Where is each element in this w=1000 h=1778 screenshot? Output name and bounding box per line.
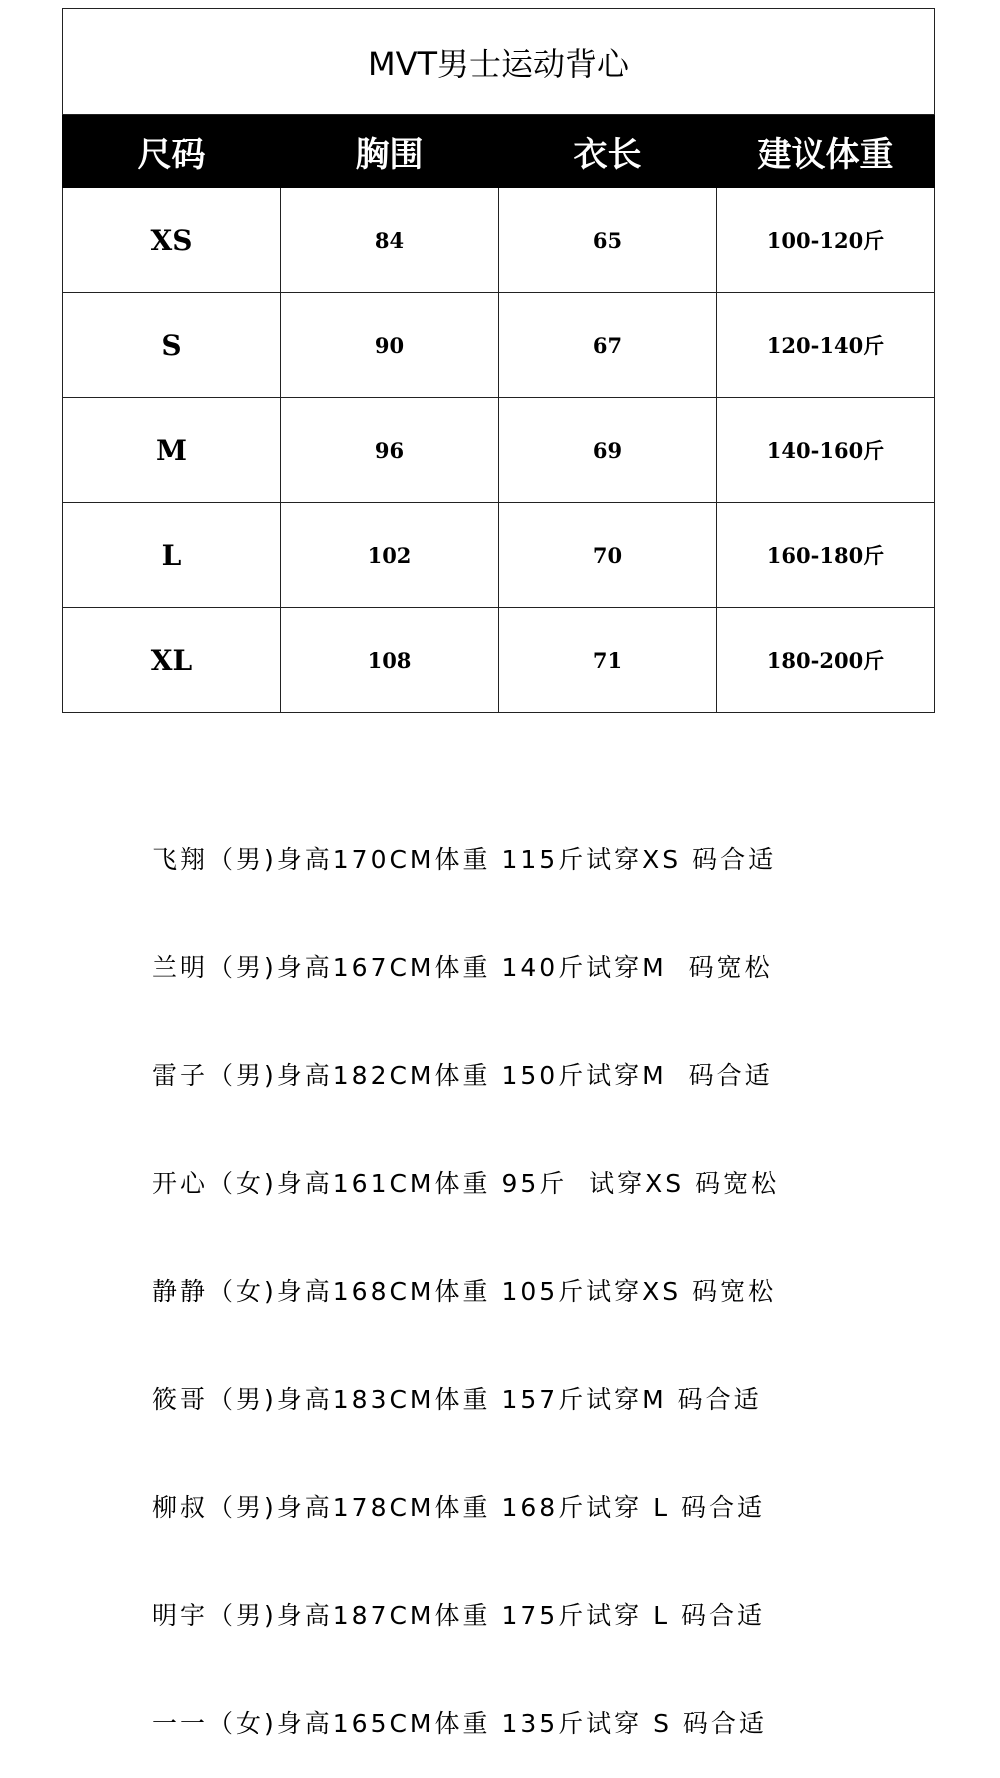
chest-cell: 96 bbox=[281, 398, 499, 503]
fit-note: 开心（女)身高161CM体重 95斤 试穿XS 码宽松 bbox=[152, 1169, 780, 1198]
chest-cell: 90 bbox=[281, 293, 499, 398]
size-cell: S bbox=[63, 293, 281, 398]
fit-note: 一一（女)身高165CM体重 135斤试穿 S 码合适 bbox=[152, 1709, 767, 1738]
fit-note: 雷子（男)身高182CM体重 150斤试穿M 码合适 bbox=[152, 1061, 773, 1090]
table-row bbox=[63, 188, 935, 293]
weight-cell: 120-140斤 bbox=[717, 293, 935, 398]
fit-note: 柳叔（男)身高178CM体重 168斤试穿 L 码合适 bbox=[152, 1493, 765, 1522]
table-title: MVT男士运动背心 bbox=[63, 9, 935, 115]
header-weight: 建议体重 bbox=[717, 115, 935, 188]
header-chest: 胸围 bbox=[281, 115, 499, 188]
table-row bbox=[63, 293, 935, 398]
fit-note: 兰明（男)身高167CM体重 140斤试穿M 码宽松 bbox=[152, 953, 773, 982]
size-cell: M bbox=[63, 398, 281, 503]
chest-cell: 84 bbox=[281, 188, 499, 293]
table-row bbox=[63, 398, 935, 503]
header-length: 衣长 bbox=[499, 115, 717, 188]
length-cell: 67 bbox=[499, 293, 717, 398]
table-header-row bbox=[63, 115, 935, 188]
size-chart-table bbox=[62, 8, 935, 713]
fit-note: 筱哥（男)身高183CM体重 157斤试穿M 码合适 bbox=[152, 1385, 762, 1414]
table-row bbox=[63, 608, 935, 713]
weight-cell: 160-180斤 bbox=[717, 503, 935, 608]
length-cell: 65 bbox=[499, 188, 717, 293]
fit-notes-list bbox=[152, 770, 779, 1778]
weight-cell: 180-200斤 bbox=[717, 608, 935, 713]
fit-note: 飞翔（男)身高170CM体重 115斤试穿XS 码合适 bbox=[152, 845, 777, 874]
header-size: 尺码 bbox=[63, 115, 281, 188]
length-cell: 69 bbox=[499, 398, 717, 503]
size-cell: XS bbox=[63, 188, 281, 293]
weight-cell: 100-120斤 bbox=[717, 188, 935, 293]
fit-note: 静静（女)身高168CM体重 105斤试穿XS 码宽松 bbox=[152, 1277, 777, 1306]
fit-note: 明宇（男)身高187CM体重 175斤试穿 L 码合适 bbox=[152, 1601, 765, 1630]
table-row bbox=[63, 503, 935, 608]
chest-cell: 108 bbox=[281, 608, 499, 713]
length-cell: 70 bbox=[499, 503, 717, 608]
length-cell: 71 bbox=[499, 608, 717, 713]
weight-cell: 140-160斤 bbox=[717, 398, 935, 503]
size-cell: XL bbox=[63, 608, 281, 713]
chest-cell: 102 bbox=[281, 503, 499, 608]
size-cell: L bbox=[63, 503, 281, 608]
